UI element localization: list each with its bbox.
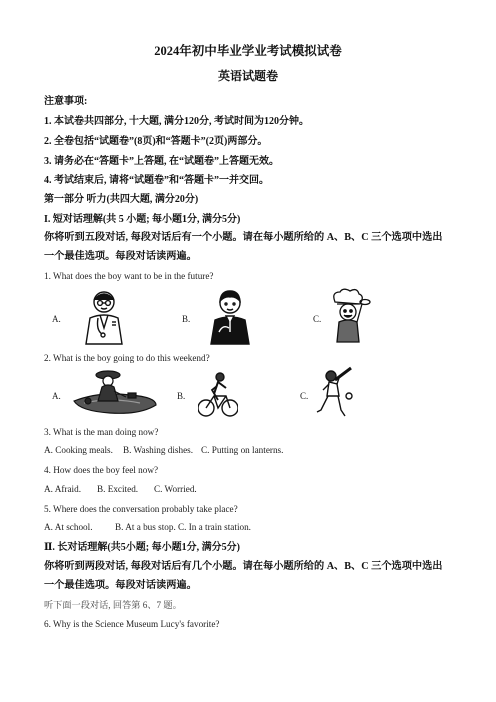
option-text: B. At a bus stop.: [115, 522, 176, 532]
question-text: 4. How does the boy feel now?: [44, 465, 159, 475]
option-label: A.: [52, 314, 61, 324]
section-heading: Ⅱ. 长对话理解(共5小题; 每小题1分, 满分5分): [44, 542, 240, 553]
picnic-icon: [70, 367, 160, 419]
option-text: B. Washing dishes.: [123, 445, 194, 455]
notice-heading: 注意事项:: [44, 96, 88, 107]
question-text: 5. Where does the conversation probably take place?: [44, 504, 238, 514]
section-heading: I. 短对话理解(共 5 小题; 每小题1分, 满分5分): [44, 214, 241, 225]
teacher-icon: [205, 288, 255, 346]
listen-note: 听下面一段对话, 回答第 6、7 题。: [44, 600, 182, 610]
option-text: A. Afraid.: [44, 484, 81, 494]
option-text: C. Putting on lanterns.: [201, 445, 284, 455]
notice-item: 4. 考试结束后, 请将“试题卷”和“答题卡”一并交回。: [44, 175, 269, 186]
section-instruction: 你将听到两段对话, 每段对话后有几个小题。请在每小题所给的 A、B、C 三个选项中选出: [44, 561, 443, 572]
question-text: 2. What is the boy going to do this weekend?: [44, 353, 210, 363]
baseball-icon: [315, 366, 357, 422]
option-text: A. At school.: [44, 522, 93, 532]
cycling-icon: [198, 368, 238, 420]
option-label: C.: [300, 391, 309, 401]
part-heading: 第一部分 听力(共四大题, 满分20分): [44, 194, 199, 205]
option-label: B.: [177, 391, 186, 401]
question-text: 1. What does the boy want to be in the future?: [44, 271, 214, 281]
question-text: 3. What is the man doing now?: [44, 427, 159, 437]
page-title: 2024年初中毕业学业考试模拟试卷: [154, 44, 342, 58]
chef-icon: [325, 288, 371, 344]
page-subtitle: 英语试题卷: [217, 69, 278, 83]
option-text: C. Worried.: [154, 484, 197, 494]
option-label: B.: [182, 314, 191, 324]
section-instruction: 一个最佳选项。每段对话读两遍。: [44, 251, 197, 262]
notice-item: 1. 本试卷共四部分, 十大题, 满分120分, 考试时间为120分钟。: [44, 116, 309, 127]
notice-item: 3. 请务必在“答题卡”上答题, 在“试题卷”上答题无效。: [44, 156, 279, 167]
notice-item: 2. 全卷包括“试题卷”(8页)和“答题卡”(2页)两部分。: [44, 136, 268, 147]
option-text: C. In a train station.: [178, 522, 251, 532]
option-label: A.: [52, 391, 61, 401]
option-text: B. Excited.: [97, 484, 139, 494]
option-label: C.: [313, 314, 322, 324]
option-text: A. Cooking meals.: [44, 445, 113, 455]
section-instruction: 一个最佳选项。每段对话读两遍。: [44, 580, 197, 591]
doctor-icon: [78, 288, 130, 346]
section-instruction: 你将听到五段对话, 每段对话后有一个小题。请在每小题所给的 A、B、C 三个选项中选出: [44, 232, 443, 243]
question-text: 6. Why is the Science Museum Lucy's favorite?: [44, 619, 220, 629]
